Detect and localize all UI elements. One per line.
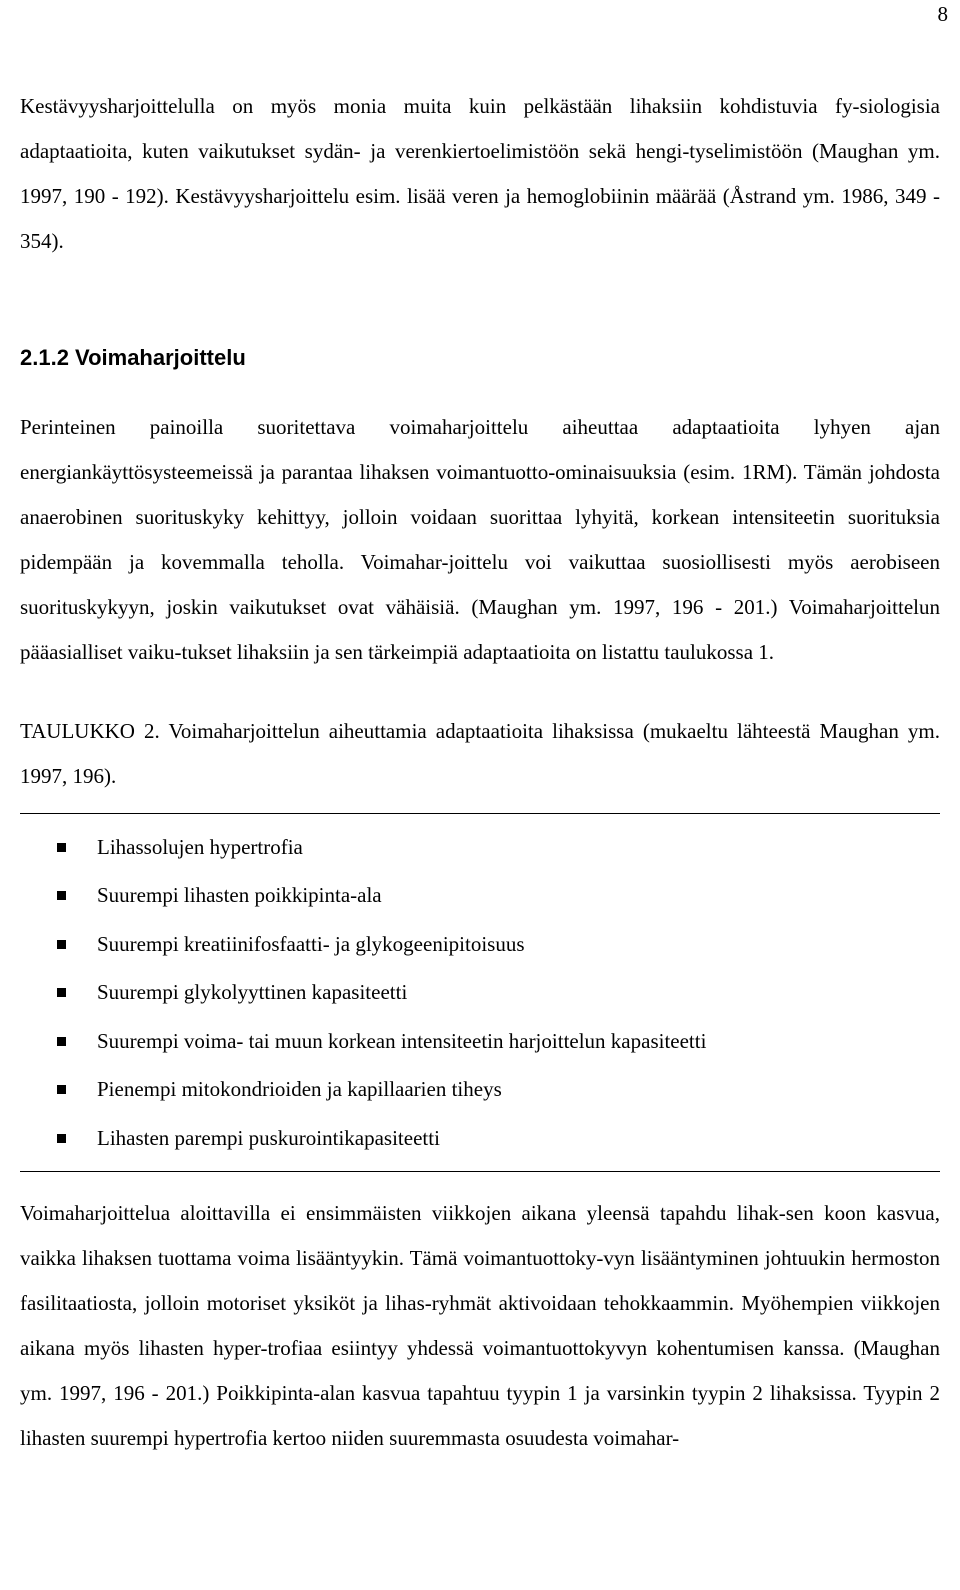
list-item [20,920,940,969]
list-item [20,1017,940,1066]
list-item-text: Suurempi voima- tai muun korkean intensiteetin harjoittelun kapasiteetti [97,1028,707,1053]
list-item-text: Lihasten parempi puskurointikapasiteetti [97,1125,440,1150]
list-item [20,1114,940,1163]
list-item-text: Suurempi kreatiinifosfaatti- ja glykogeenipitoisuus [97,931,525,956]
page-number: 8 [937,2,948,26]
list-item [20,823,940,872]
list-item-text: Pienempi mitokondrioiden ja kapillaarien tiheys [97,1077,502,1102]
paragraph-neural-adaptation: Voimaharjoittelua aloittavilla ei ensimmäisten viikkojen aikana yleensä tapahdu lihak-sen koon kasvua, vaikka lihaksen tuottama voima lisääntyykin. Tämä voimantuottoky-vyn lisääntyminen johtuukin hermoston fasilitaatiosta, jolloin motoriset yksiköt ja lihas-ryhmät aktivoidaan tehokkaammin. Myöhempien viikkojen aikana myös lihasten hyper-trofiaa esiintyy yhdessä voimantuottokyvyn kohentumisen kanssa. (Maughan ym. 1997, 196 - 201.) Poikkipinta-alan kasvua tapahtuu tyypin 1 ja varsinkin tyypin 2 lihaksissa. Tyypin 2 lihasten suurempi hypertrofia kertoo niiden suuremmasta osuudesta voimahar- [20,1200,940,1450]
list-item-text: Suurempi glykolyyttinen kapasiteetti [97,980,408,1005]
list-item [20,1066,940,1115]
table-caption: TAULUKKO 2. Voimaharjoittelun aiheuttamia adaptaatioita lihaksissa (mukaeltu lähteestä Maughan ym. 1997, 196). [20,719,940,788]
square-bullet-icon [57,988,66,997]
square-bullet-icon [57,1037,66,1046]
list-item-text: Suurempi lihasten poikkipinta-ala [97,883,382,908]
square-bullet-icon [57,891,66,900]
square-bullet-icon [57,940,66,949]
paragraph-strength-training: Perinteinen painoilla suoritettava voimaharjoittelu aiheuttaa adaptaatioita lyhyen ajan energiankäyttösysteemeissä ja parantaa lihaksen voimantuotto-ominaisuuksia (esim. 1RM). Tämän johdosta anaerobinen suorituskyky kehittyy, jolloin voidaan suorittaa lyhyitä, korkean intensiteetin suorituksia pidempään ja kovemmalla teholla. Voimahar-joittelu voi vaikuttaa suosiollisesti myös aerobiseen suorituskykyyn, joskin vaikutukset ovat vähäisiä. (Maughan ym. 1997, 196 - 201.) Voimaharjoittelun pääasialliset vaiku-tukset lihaksiin ja sen tärkeimpiä adaptaatioita on listattu taulukossa 1. [20,415,940,664]
list-item-text: Lihassolujen hypertrofia [97,834,303,859]
section-heading: 2.1.2 Voimaharjoittelu [20,345,246,370]
paragraph-endurance-adaptations: Kestävyysharjoittelulla on myös monia muita kuin pelkästään lihaksiin kohdistuvia fy-siologisia adaptaatioita, kuten vaikutukset sydän- ja verenkiertoelimistöön sekä hengi-tyselimistöön (Maughan ym. 1997, 190 - 192). Kestävyysharjoittelu esim. lisää veren ja hemoglobiinin määrää (Åstrand ym. 1986, 349 - 354). [20,94,940,253]
square-bullet-icon [57,1134,66,1143]
square-bullet-icon [57,843,66,852]
adaptation-list [20,814,940,1171]
table-bottom-rule [20,1171,940,1172]
document-body [20,84,940,1461]
list-item [20,872,940,921]
square-bullet-icon [57,1085,66,1094]
list-item [20,969,940,1018]
